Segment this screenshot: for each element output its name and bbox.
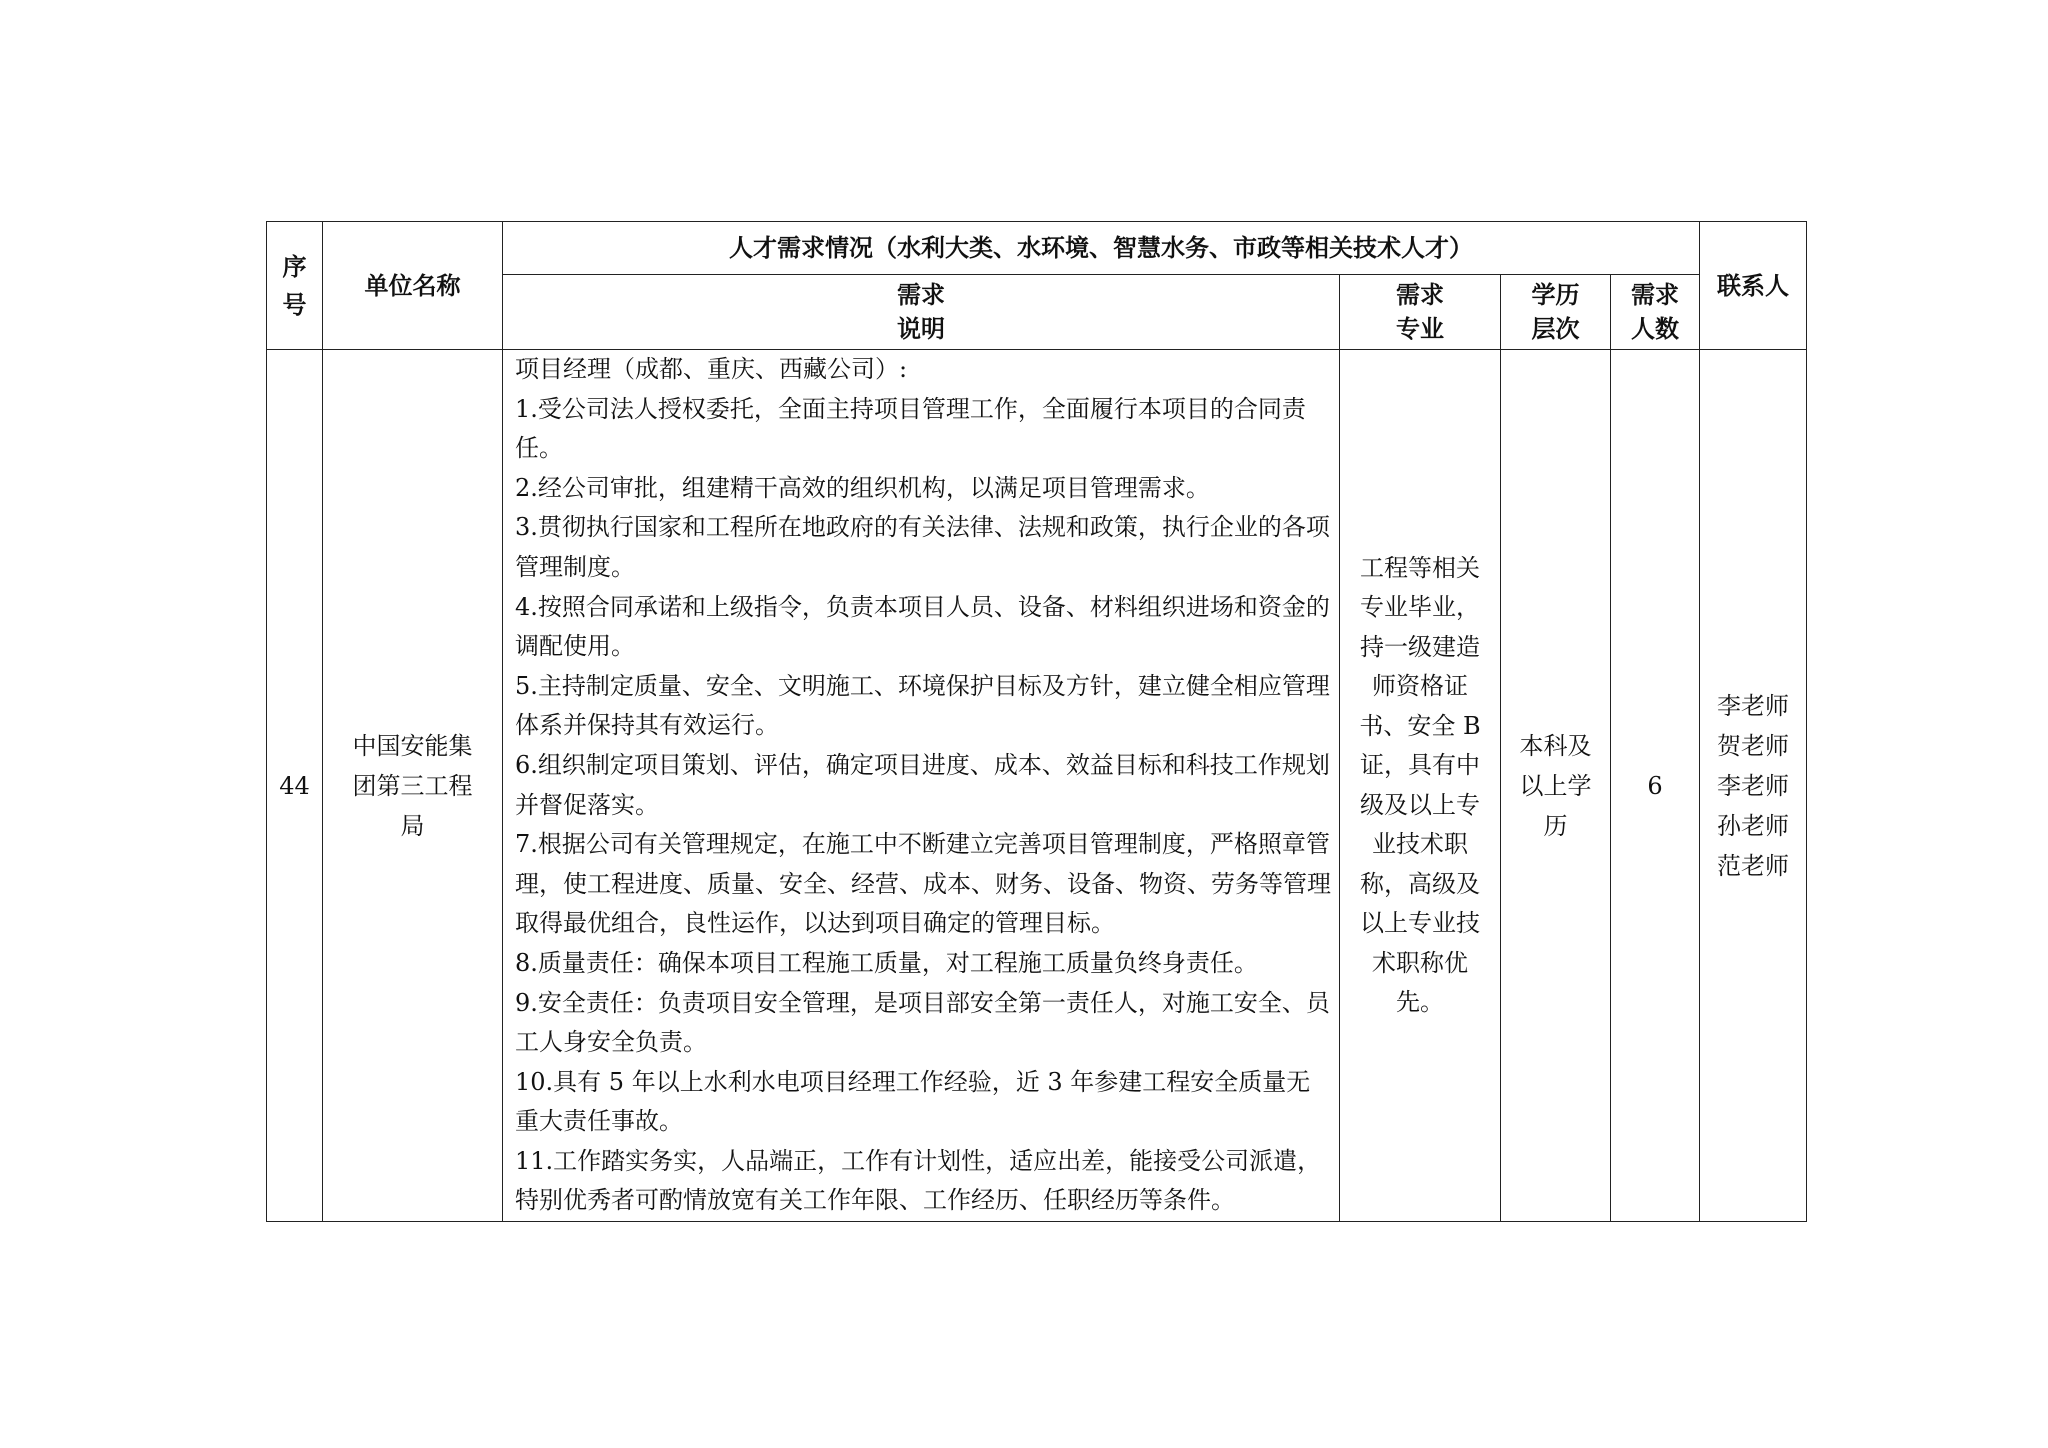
description-item: 1.受公司法人授权委托，全面主持项目管理工作，全面履行本项目的合同责任。 — [515, 394, 1306, 463]
header-education — [1501, 275, 1611, 350]
major-line: 持一级建造 — [1360, 632, 1480, 661]
education-line: 历 — [1543, 811, 1568, 840]
description-item: 2.经公司审批，组建精干高效的组织机构，以满足项目管理需求。 — [515, 473, 1210, 502]
header-contact: 联系人 — [1700, 222, 1807, 350]
talent-demand-table — [266, 221, 1807, 1222]
header-description-line-1: 需求 — [897, 281, 945, 309]
major-line: 级及以上专 — [1360, 790, 1480, 819]
header-unit-name: 单位名称 — [323, 222, 503, 350]
header-description-line-2: 说明 — [897, 315, 945, 343]
unit-name-line: 团第三工程 — [352, 771, 473, 800]
description-item: 6.组织制定项目策划、评估，确定项目进度、成本、效益目标和科技工作规划并督促落实。 — [515, 750, 1330, 819]
header-count-line-2: 人数 — [1631, 315, 1679, 343]
row-education — [1501, 350, 1611, 1222]
row-unit-name — [323, 350, 503, 1222]
major-line: 专业毕业， — [1360, 593, 1480, 622]
row-contacts — [1700, 350, 1807, 1222]
header-seq — [267, 222, 323, 350]
header-seq-line-2: 号 — [282, 290, 307, 319]
row-count: 6 — [1611, 350, 1700, 1222]
contact-name: 贺老师 — [1717, 731, 1789, 760]
unit-name-line: 中国安能集 — [352, 731, 473, 760]
description-item: 4.按照合同承诺和上级指令，负责本项目人员、设备、材料组织进场和资金的调配使用。 — [515, 592, 1330, 661]
table-row — [267, 350, 1807, 1222]
contact-name: 李老师 — [1717, 691, 1789, 720]
major-line: 书、安全 B — [1359, 711, 1481, 740]
header-seq-line-1: 序 — [282, 252, 307, 281]
major-line: 业技术职 — [1372, 830, 1468, 859]
description-item: 5.主持制定质量、安全、文明施工、环境保护目标及方针，建立健全相应管理体系并保持其有效运行。 — [515, 671, 1330, 740]
description-item: 7.根据公司有关管理规定，在施工中不断建立完善项目管理制度，严格照章管理，使工程进度、质量、安全、经营、成本、财务、设备、物资、劳务等管理取得最优组合，良性运作，以达到项目确定的管理目标。 — [515, 830, 1331, 938]
unit-name-line: 局 — [400, 811, 425, 840]
header-education-line-1: 学历 — [1531, 281, 1580, 309]
header-count-line-1: 需求 — [1631, 281, 1679, 309]
contact-name: 范老师 — [1717, 851, 1789, 880]
major-line: 术职称优 — [1372, 948, 1468, 977]
header-description — [503, 275, 1340, 350]
header-education-line-2: 层次 — [1531, 315, 1580, 343]
major-line: 证，具有中 — [1360, 751, 1480, 780]
major-line: 工程等相关 — [1360, 553, 1480, 582]
description-item: 10.具有 5 年以上水利水电项目经理工作经验，近 3 年参建工程安全质量无重大责任事故。 — [515, 1067, 1311, 1136]
header-major — [1340, 275, 1501, 350]
education-line: 本科及 — [1519, 731, 1592, 760]
header-count — [1611, 275, 1700, 350]
education-line: 以上学 — [1519, 771, 1592, 800]
description-item: 8.质量责任：确保本项目工程施工质量，对工程施工质量负终身责任。 — [515, 948, 1258, 977]
row-major — [1340, 350, 1501, 1222]
major-line: 师资格证 — [1372, 672, 1468, 701]
description-title: 项目经理（成都、重庆、西藏公司）: — [515, 355, 908, 383]
header-major-line-2: 专业 — [1396, 315, 1444, 343]
description-item: 3.贯彻执行国家和工程所在地政府的有关法律、法规和政策，执行企业的各项管理制度。 — [515, 513, 1330, 581]
description-item: 9.安全责任：负责项目安全管理，是项目部安全第一责任人，对施工安全、员工人身安全负责。 — [515, 988, 1330, 1057]
header-row-top — [267, 222, 1807, 275]
contact-name: 李老师 — [1717, 771, 1789, 800]
major-line: 以上专业技 — [1360, 909, 1480, 938]
row-seq: 44 — [267, 350, 323, 1222]
description-item: 11.工作踏实务实，人品端正，工作有计划性，适应出差，能接受公司派遣，特别优秀者可酌情放宽有关工作年限、工作经历、任职经历等条件。 — [515, 1146, 1322, 1215]
contact-name: 孙老师 — [1717, 811, 1789, 840]
header-major-line-1: 需求 — [1396, 281, 1444, 309]
major-line: 先。 — [1396, 988, 1444, 1017]
major-line: 称，高级及 — [1360, 869, 1480, 898]
header-talent-group: 人才需求情况（水利大类、水环境、智慧水务、市政等相关技术人才） — [503, 222, 1700, 275]
row-description — [503, 350, 1340, 1222]
recruitment-table-sheet — [266, 221, 1806, 1217]
